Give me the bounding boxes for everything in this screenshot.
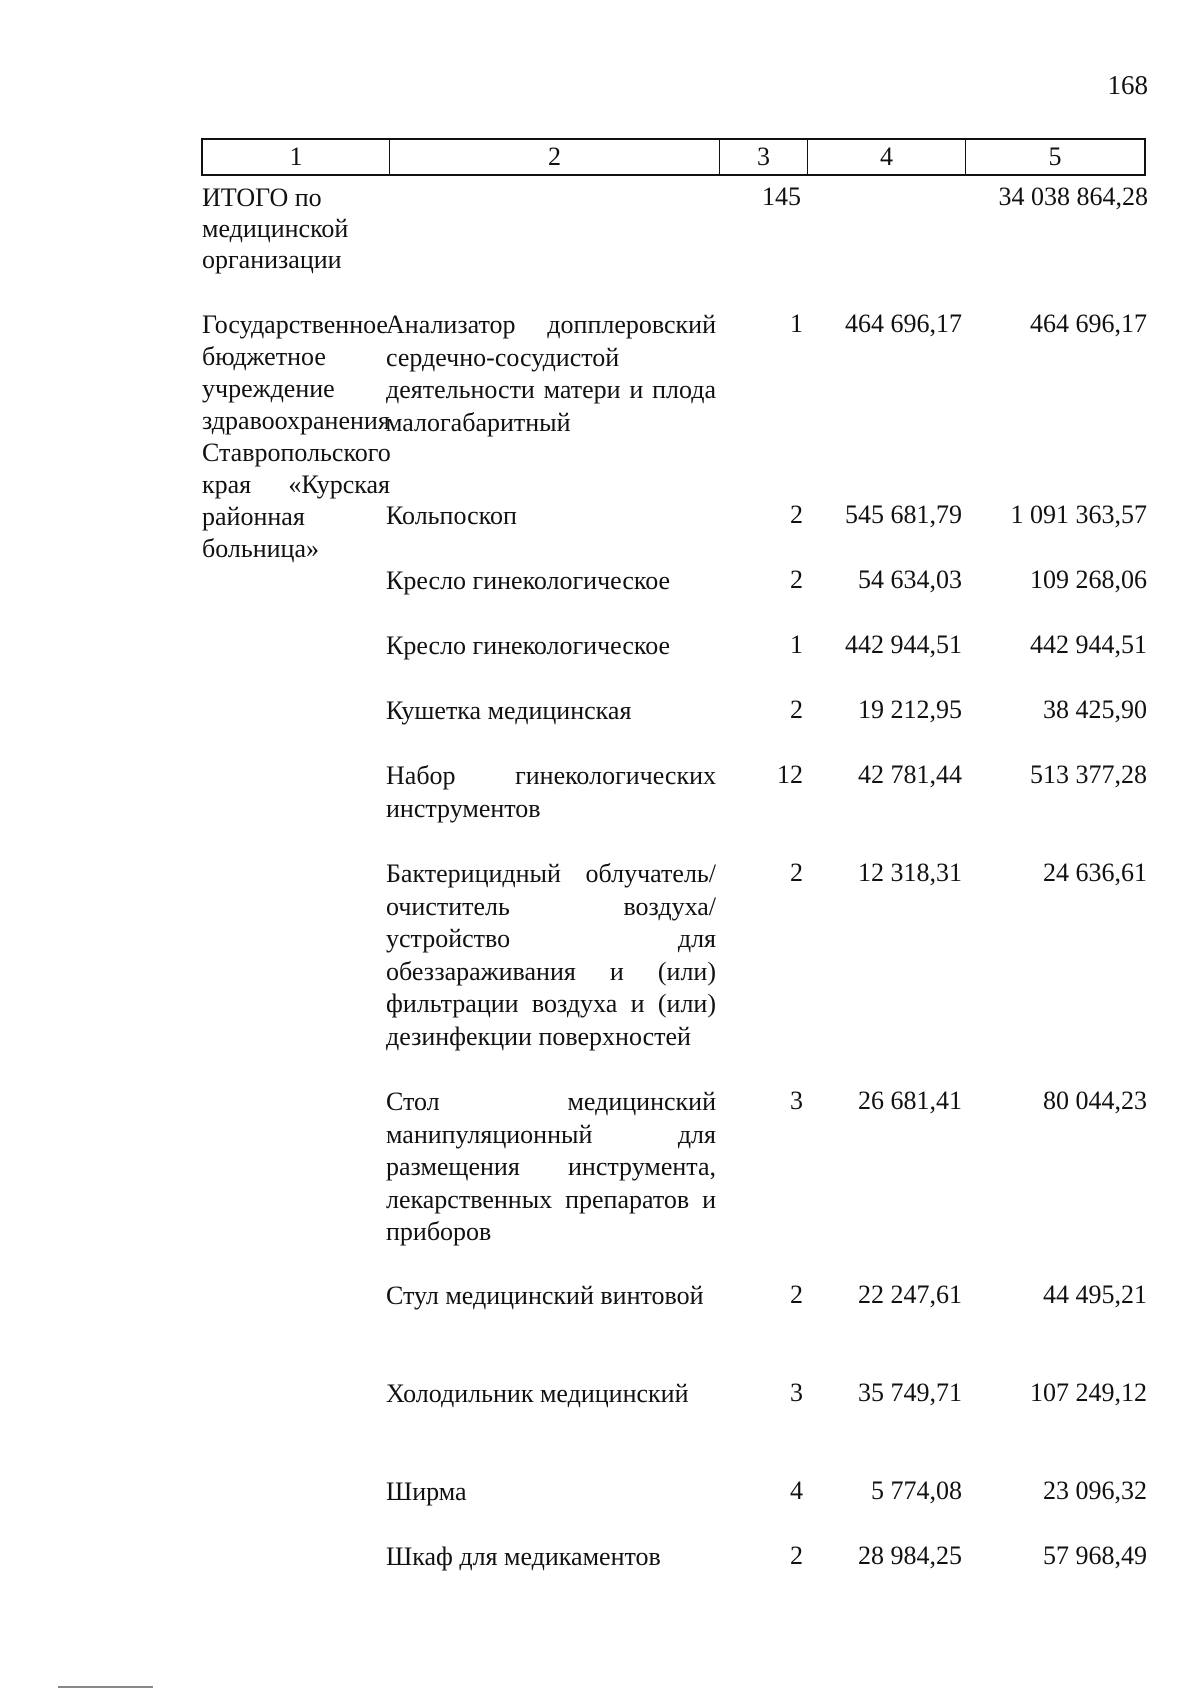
page-number: 168 bbox=[1107, 70, 1148, 100]
total-label: ИТОГО по медицинской организации bbox=[202, 183, 349, 274]
item-quantity: 1 bbox=[790, 630, 803, 659]
table-header bbox=[201, 138, 1146, 176]
total-sum: 34 038 864,28 bbox=[998, 182, 1148, 211]
item-total: 442 944,51 bbox=[1030, 630, 1147, 659]
item-price: 42 781,44 bbox=[858, 760, 962, 789]
item-total: 44 495,21 bbox=[1043, 1280, 1147, 1309]
item-name: Кушетка медицинская bbox=[386, 696, 632, 725]
item-name: Анализатор допплеровский сердечно-сосудистой деятельности матери и плода малогабаритный bbox=[386, 310, 716, 437]
header-col-4: 4 bbox=[808, 140, 966, 174]
item-total: 109 268,06 bbox=[1030, 565, 1147, 594]
total-quantity: 145 bbox=[762, 182, 801, 211]
item-quantity: 2 bbox=[790, 1541, 803, 1570]
item-price: 22 247,61 bbox=[858, 1280, 962, 1309]
item-quantity: 1 bbox=[790, 309, 803, 338]
item-price: 35 749,71 bbox=[858, 1378, 962, 1407]
header-col-3: 3 bbox=[720, 140, 808, 174]
item-quantity: 2 bbox=[790, 500, 803, 529]
item-price: 12 318,31 bbox=[858, 858, 962, 887]
item-name: Стол медицинский манипуляционный для размещения инструмента, лекарственных препаратов и приборов bbox=[386, 1087, 716, 1246]
item-name: Набор гинекологических инструментов bbox=[386, 761, 716, 823]
item-name: Кресло гинекологическое bbox=[386, 631, 671, 660]
item-total: 80 044,23 bbox=[1043, 1086, 1147, 1115]
item-quantity: 3 bbox=[790, 1378, 803, 1407]
item-quantity: 3 bbox=[790, 1086, 803, 1115]
item-quantity: 12 bbox=[777, 760, 803, 789]
item-name: Бактерицидный облучатель/очиститель воздуха/устройство для обеззараживания и (или) фильтрации воздуха и (или) дезинфекции поверхностей bbox=[386, 859, 716, 1051]
item-price: 54 634,03 bbox=[858, 565, 962, 594]
item-total: 464 696,17 bbox=[1030, 309, 1147, 338]
item-name: Шкаф для медикаментов bbox=[386, 1542, 661, 1571]
item-price: 545 681,79 bbox=[845, 500, 962, 529]
header-col-1: 1 bbox=[203, 140, 390, 174]
organization-name: Государственное бюджетное учреждение здравоохранения Ставропольского края «Курская районная больница» bbox=[202, 310, 391, 563]
item-quantity: 2 bbox=[790, 858, 803, 887]
header-col-2: 2 bbox=[390, 140, 720, 174]
item-price: 26 681,41 bbox=[858, 1086, 962, 1115]
item-name: Кресло гинекологическое bbox=[386, 566, 671, 595]
item-name: Кольпоскоп bbox=[386, 501, 517, 530]
item-total: 513 377,28 bbox=[1030, 760, 1147, 789]
item-price: 28 984,25 bbox=[858, 1541, 962, 1570]
item-name: Стул медицинский винтовой bbox=[386, 1281, 704, 1310]
item-price: 5 774,08 bbox=[871, 1476, 962, 1505]
item-total: 38 425,90 bbox=[1043, 695, 1147, 724]
item-total: 1 091 363,57 bbox=[1010, 500, 1147, 529]
item-price: 19 212,95 bbox=[858, 695, 962, 724]
item-total: 23 096,32 bbox=[1043, 1476, 1147, 1505]
footer-scan-mark bbox=[58, 1686, 153, 1688]
item-name: Ширма bbox=[386, 1477, 467, 1506]
item-total: 57 968,49 bbox=[1043, 1541, 1147, 1570]
item-total: 107 249,12 bbox=[1030, 1378, 1147, 1407]
item-name: Холодильник медицинский bbox=[386, 1379, 689, 1408]
header-col-5: 5 bbox=[1048, 142, 1062, 171]
item-price: 464 696,17 bbox=[845, 309, 962, 338]
item-quantity: 2 bbox=[790, 565, 803, 594]
item-price: 442 944,51 bbox=[845, 630, 962, 659]
item-quantity: 2 bbox=[790, 695, 803, 724]
item-quantity: 2 bbox=[790, 1280, 803, 1309]
item-quantity: 4 bbox=[790, 1476, 803, 1505]
item-total: 24 636,61 bbox=[1043, 858, 1147, 887]
